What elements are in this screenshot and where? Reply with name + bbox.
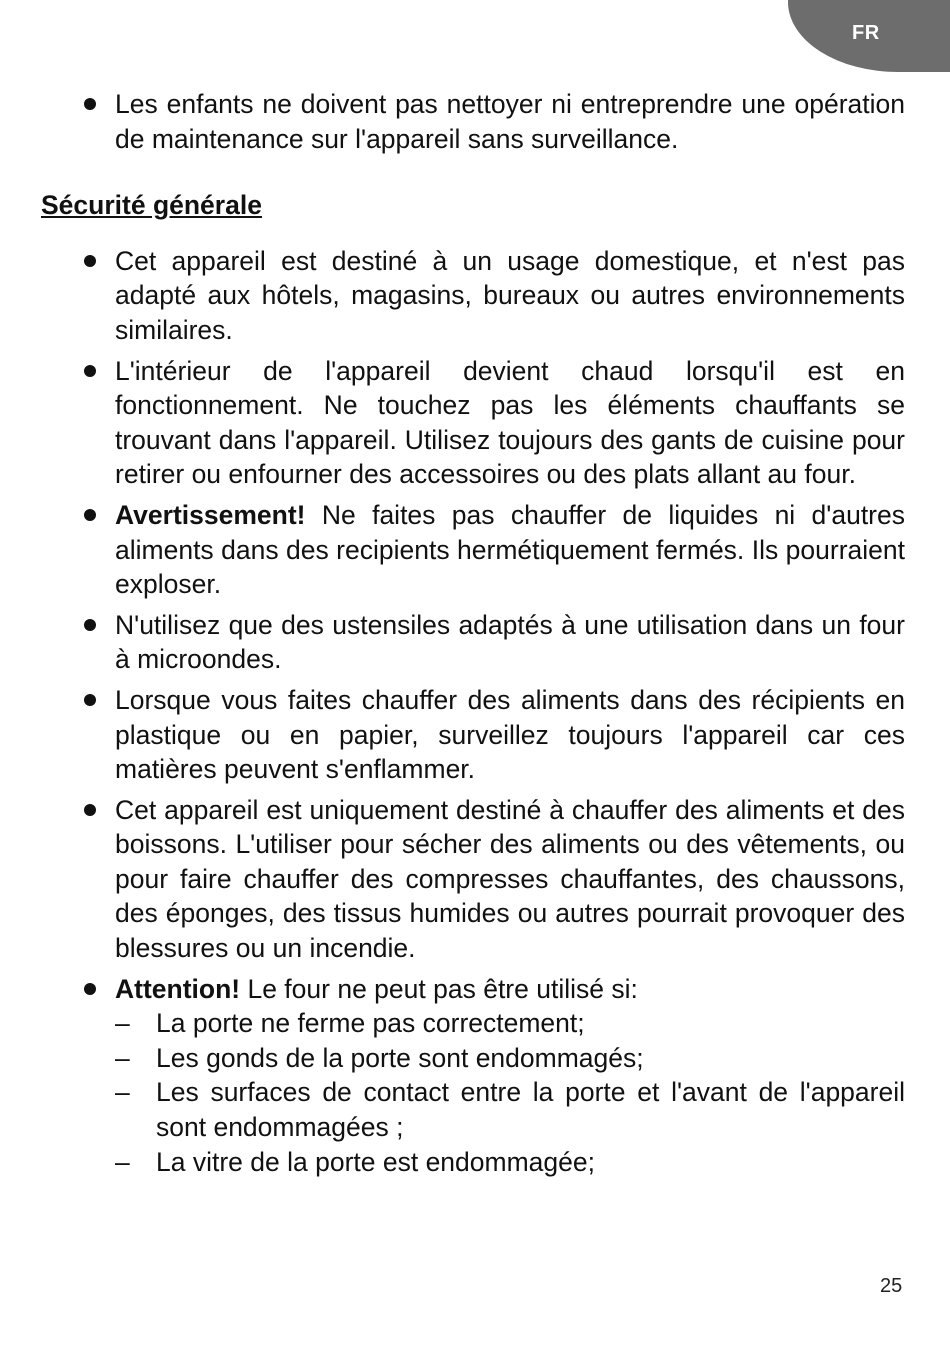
list-item bbox=[41, 244, 905, 348]
list-item-text: Lorsque vous faites chauffer des aliments dans des récipients en plastique ou en papier, surveillez toujours l'appareil car ces matières peuvent s'enflammer. bbox=[115, 684, 905, 785]
list-item-text: L'intérieur de l'appareil devient chaud lorsqu'il est en fonctionnement. Ne touchez pas les éléments chauffants se trouvant dans l'appareil. Utilisez toujours des gants de cuisine pour retirer ou enfourner des accessoires ou des plats allant au four. bbox=[115, 355, 905, 490]
warning-lead: Avertissement! bbox=[115, 499, 306, 530]
list-item-text: Cet appareil est destiné à un usage domestique, et n'est pas adapté aux hôtels, magasins, bureaux ou autres environnements similaires. bbox=[115, 245, 905, 345]
sub-list-item-text: La vitre de la porte est endommagée; bbox=[156, 1146, 595, 1177]
list-item bbox=[41, 354, 905, 492]
attention-lead: Attention! bbox=[115, 973, 241, 1004]
page-number: 25 bbox=[880, 1275, 903, 1297]
list-item bbox=[41, 793, 905, 966]
list-item-text: Ne faites pas chauffer de liquides ni d'autres aliments dans des recipients hermétiquement fermés. Ils pourraient exploser. bbox=[115, 499, 905, 600]
bullet-icon bbox=[84, 509, 96, 521]
bullet-icon bbox=[84, 804, 96, 816]
bullet-icon bbox=[84, 365, 96, 377]
list-item bbox=[41, 498, 905, 602]
dash-icon: – bbox=[115, 1146, 130, 1177]
list-item bbox=[41, 608, 905, 677]
list-item-text: Les enfants ne doivent pas nettoyer ni entreprendre une opération de maintenance sur l'appareil sans surveillance. bbox=[115, 89, 905, 154]
bullet-icon bbox=[84, 983, 96, 995]
list-item-text: Cet appareil est uniquement destiné à chauffer des aliments et des boissons. L'utiliser pour sécher des aliments ou des vêtements, ou pour faire chauffer des compresses chauffantes, des chaussons, des éponges, des tissus humides ou autres pourrait provoquer des blessures ou un incendie. bbox=[115, 794, 905, 964]
list-item bbox=[41, 972, 905, 1180]
sub-list-item bbox=[115, 1006, 905, 1041]
document-body bbox=[41, 87, 905, 1185]
sub-list-item bbox=[115, 1075, 905, 1144]
list-item bbox=[41, 87, 905, 156]
list-item-text: N'utilisez que des ustensiles adaptés à une utilisation dans un four à microondes. bbox=[115, 609, 905, 675]
safety-list bbox=[41, 244, 905, 1179]
sub-list-item bbox=[115, 1145, 905, 1180]
sub-list-item bbox=[115, 1041, 905, 1076]
section-title: Sécurité générale bbox=[41, 190, 262, 221]
bullet-icon bbox=[84, 98, 96, 110]
language-label: FR bbox=[852, 22, 880, 44]
list-item-text: Le four ne peut pas être utilisé si: bbox=[240, 973, 638, 1004]
dash-icon: – bbox=[115, 1008, 130, 1039]
attention-sub-list bbox=[115, 1006, 905, 1179]
bullet-icon bbox=[84, 619, 96, 631]
list-item bbox=[41, 683, 905, 787]
sub-list-item-text: Les surfaces de contact entre la porte et l'avant de l'appareil sont endommagées ; bbox=[156, 1077, 905, 1143]
sub-list-item-text: La porte ne ferme pas correctement; bbox=[156, 1008, 585, 1039]
sub-list-item-text: Les gonds de la porte sont endommagés; bbox=[156, 1042, 644, 1073]
bullet-icon bbox=[84, 694, 96, 706]
intro-list bbox=[41, 87, 905, 156]
dash-icon: – bbox=[115, 1077, 130, 1108]
dash-icon: – bbox=[115, 1042, 130, 1073]
bullet-icon bbox=[84, 255, 96, 267]
